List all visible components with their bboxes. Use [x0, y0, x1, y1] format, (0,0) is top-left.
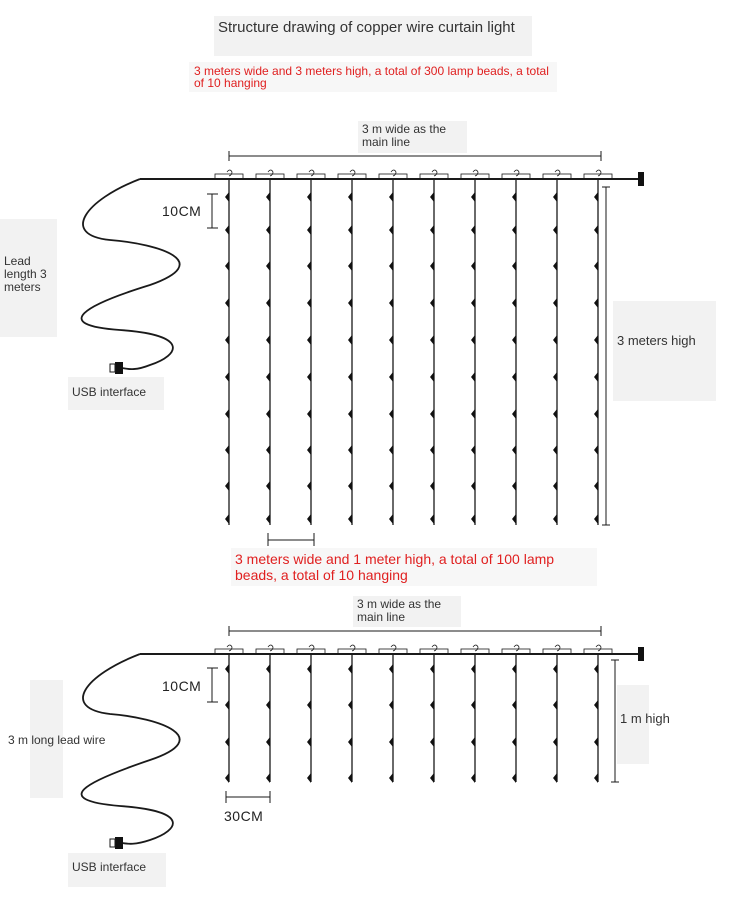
lamp-bead	[430, 409, 434, 419]
lamp-bead	[225, 445, 229, 455]
lamp-bead	[389, 298, 393, 308]
spec-300-beads: 3 meters wide and 3 meters high, a total of 300 lamp beads, a total of 10 hanging	[189, 62, 557, 92]
width-label-top: 3 m wide as the main line	[358, 121, 467, 153]
lamp-bead	[553, 409, 557, 419]
lamp-bead	[430, 773, 434, 783]
lamp-bead	[266, 773, 270, 783]
lead-length-label: Lead length 3 meters	[0, 219, 57, 337]
lamp-bead	[348, 298, 352, 308]
hook-loop	[227, 170, 232, 176]
lamp-bead	[307, 445, 311, 455]
hook-loop	[473, 645, 478, 651]
hook-loop	[391, 170, 396, 176]
lamp-bead	[594, 225, 598, 235]
lamp-bead	[307, 335, 311, 345]
lamp-bead	[389, 514, 393, 524]
lamp-bead	[553, 481, 557, 491]
lamp-bead	[512, 481, 516, 491]
lamp-bead	[307, 192, 311, 202]
hook-loop	[227, 645, 232, 651]
lamp-bead	[512, 298, 516, 308]
hook-loop	[432, 170, 437, 176]
usb-connector	[110, 364, 115, 372]
lamp-bead	[594, 773, 598, 783]
lamp-bead	[430, 192, 434, 202]
spec-100-beads: 3 meters wide and 1 meter high, a total of 100 lamp beads, a total of 10 hanging	[231, 548, 597, 586]
lamp-bead	[225, 700, 229, 710]
lamp-bead	[307, 225, 311, 235]
lamp-bead	[348, 372, 352, 382]
lamp-bead	[389, 700, 393, 710]
lamp-bead	[512, 514, 516, 524]
lamp-bead	[512, 192, 516, 202]
usb-plug	[115, 837, 123, 849]
lamp-bead	[430, 445, 434, 455]
bead-spacing-label-top: 10CM	[162, 203, 202, 219]
lamp-bead	[430, 664, 434, 674]
usb-connector	[110, 839, 115, 847]
lamp-bead	[266, 335, 270, 345]
lamp-bead	[389, 372, 393, 382]
lamp-bead	[266, 737, 270, 747]
lamp-bead	[348, 481, 352, 491]
lamp-bead	[471, 225, 475, 235]
lamp-bead	[512, 664, 516, 674]
lamp-bead	[307, 664, 311, 674]
lamp-bead	[225, 192, 229, 202]
lamp-bead	[266, 700, 270, 710]
lamp-bead	[594, 481, 598, 491]
lamp-bead	[348, 261, 352, 271]
hook-loop	[555, 645, 560, 651]
lamp-bead	[389, 261, 393, 271]
diagram-title: Structure drawing of copper wire curtain light	[214, 16, 532, 56]
bead-spacing-label-bottom: 10CM	[162, 678, 202, 694]
lamp-bead	[389, 481, 393, 491]
lamp-bead	[389, 737, 393, 747]
lamp-bead	[471, 261, 475, 271]
height-label-1m: 1 m high	[620, 711, 670, 726]
lamp-bead	[348, 737, 352, 747]
lamp-bead	[389, 225, 393, 235]
lamp-bead	[553, 192, 557, 202]
lamp-bead	[594, 261, 598, 271]
lamp-bead	[307, 514, 311, 524]
lamp-bead	[471, 192, 475, 202]
lamp-bead	[348, 192, 352, 202]
lamp-bead	[266, 298, 270, 308]
lamp-bead	[266, 445, 270, 455]
lamp-bead	[348, 773, 352, 783]
usb-label-bottom: USB interface	[68, 853, 166, 887]
hook-loop	[268, 170, 273, 176]
lamp-bead	[430, 298, 434, 308]
lamp-bead	[512, 335, 516, 345]
width-label-bottom: 3 m wide as the main line	[353, 596, 461, 627]
curtain-1m-high	[82, 626, 644, 849]
lamp-bead	[512, 409, 516, 419]
lamp-bead	[225, 664, 229, 674]
lamp-bead	[553, 445, 557, 455]
lamp-bead	[512, 261, 516, 271]
lamp-bead	[553, 335, 557, 345]
hook-loop	[432, 645, 437, 651]
hook-loop	[473, 170, 478, 176]
hook-loop	[350, 170, 355, 176]
lamp-bead	[430, 261, 434, 271]
lamp-bead	[594, 409, 598, 419]
lamp-bead	[225, 335, 229, 345]
lamp-bead	[553, 773, 557, 783]
lamp-bead	[266, 664, 270, 674]
lamp-bead	[594, 445, 598, 455]
lamp-bead	[430, 372, 434, 382]
lead-wire	[82, 179, 180, 369]
lamp-bead	[348, 445, 352, 455]
lamp-bead	[594, 298, 598, 308]
lamp-bead	[389, 409, 393, 419]
lamp-bead	[594, 700, 598, 710]
lamp-bead	[553, 372, 557, 382]
lamp-bead	[430, 514, 434, 524]
lamp-bead	[225, 372, 229, 382]
lamp-bead	[553, 225, 557, 235]
lamp-bead	[553, 700, 557, 710]
lamp-bead	[594, 664, 598, 674]
end-cap	[638, 172, 644, 186]
lamp-bead	[307, 700, 311, 710]
lead-wire	[82, 654, 180, 844]
lamp-bead	[471, 372, 475, 382]
lamp-bead	[266, 409, 270, 419]
lamp-bead	[471, 481, 475, 491]
lamp-bead	[594, 737, 598, 747]
lamp-bead	[471, 335, 475, 345]
lamp-bead	[266, 225, 270, 235]
usb-plug	[115, 362, 123, 374]
lamp-bead	[266, 481, 270, 491]
lamp-bead	[266, 261, 270, 271]
lamp-bead	[594, 372, 598, 382]
lamp-bead	[471, 298, 475, 308]
lamp-bead	[471, 445, 475, 455]
hook-loop	[391, 645, 396, 651]
end-cap	[638, 647, 644, 661]
lamp-bead	[266, 372, 270, 382]
lamp-bead	[307, 481, 311, 491]
lamp-bead	[348, 700, 352, 710]
lamp-bead	[225, 261, 229, 271]
lamp-bead	[307, 261, 311, 271]
lamp-bead	[512, 372, 516, 382]
lamp-bead	[307, 298, 311, 308]
lamp-bead	[553, 737, 557, 747]
hook-loop	[268, 645, 273, 651]
lamp-bead	[389, 335, 393, 345]
lamp-bead	[512, 700, 516, 710]
lamp-bead	[225, 773, 229, 783]
lamp-bead	[389, 773, 393, 783]
hook-loop	[309, 645, 314, 651]
lamp-bead	[594, 335, 598, 345]
lamp-bead	[348, 225, 352, 235]
hook-loop	[596, 645, 601, 651]
strand-spacing-label: 30CM	[224, 808, 264, 824]
hook-loop	[350, 645, 355, 651]
lamp-bead	[430, 335, 434, 345]
lamp-bead	[471, 737, 475, 747]
lamp-bead	[512, 225, 516, 235]
lamp-bead	[471, 514, 475, 524]
lamp-bead	[225, 481, 229, 491]
lamp-bead	[430, 225, 434, 235]
hook-loop	[555, 170, 560, 176]
lamp-bead	[553, 298, 557, 308]
lamp-bead	[389, 445, 393, 455]
lamp-bead	[266, 192, 270, 202]
lamp-bead	[225, 225, 229, 235]
curtain-3m-high	[82, 151, 644, 546]
lamp-bead	[266, 514, 270, 524]
lamp-bead	[512, 445, 516, 455]
hook-loop	[514, 645, 519, 651]
lamp-bead	[594, 514, 598, 524]
hook-loop	[514, 170, 519, 176]
lamp-bead	[430, 481, 434, 491]
lamp-bead	[471, 773, 475, 783]
lamp-bead	[594, 192, 598, 202]
lamp-bead	[553, 514, 557, 524]
lamp-bead	[471, 664, 475, 674]
lamp-bead	[307, 372, 311, 382]
lamp-bead	[430, 700, 434, 710]
lamp-bead	[553, 261, 557, 271]
lamp-bead	[471, 409, 475, 419]
hook-loop	[596, 170, 601, 176]
lamp-bead	[225, 298, 229, 308]
lamp-bead	[225, 514, 229, 524]
lamp-bead	[389, 192, 393, 202]
lamp-bead	[430, 737, 434, 747]
lamp-bead	[225, 737, 229, 747]
lamp-bead	[307, 773, 311, 783]
lamp-bead	[348, 409, 352, 419]
height-label-3m: 3 meters high	[613, 301, 716, 401]
lamp-bead	[512, 773, 516, 783]
lamp-bead	[225, 409, 229, 419]
lead-wire-label: 3 m long lead wire	[8, 733, 106, 747]
lamp-bead	[553, 664, 557, 674]
lamp-bead	[389, 664, 393, 674]
hook-loop	[309, 170, 314, 176]
lamp-bead	[348, 664, 352, 674]
lamp-bead	[471, 700, 475, 710]
lamp-bead	[307, 409, 311, 419]
lamp-bead	[307, 737, 311, 747]
lamp-bead	[348, 335, 352, 345]
lamp-bead	[512, 737, 516, 747]
usb-label-top: USB interface	[68, 377, 164, 410]
lamp-bead	[348, 514, 352, 524]
